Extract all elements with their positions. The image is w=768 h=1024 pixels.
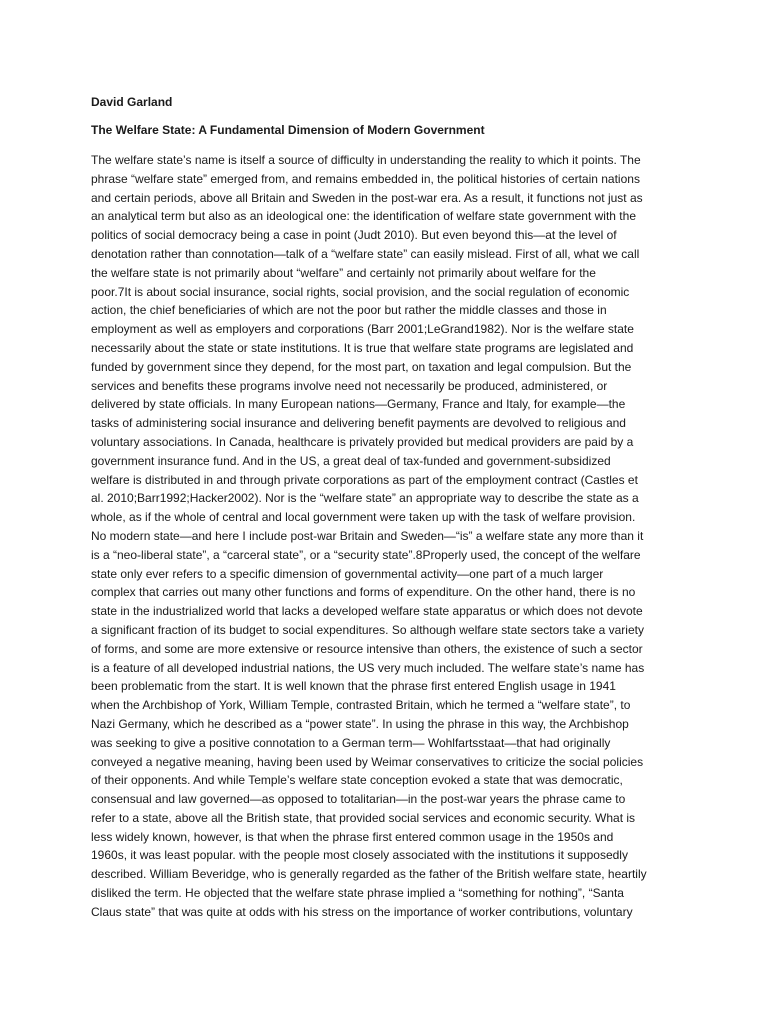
body-line: disliked the term. He objected that the welfare state phrase implied a “something for nothing”, “Santa bbox=[91, 886, 624, 901]
body-paragraph bbox=[91, 151, 691, 922]
body-line: complex that carries out many other functions and forms of expenditure. On the other hand, there is no bbox=[91, 585, 636, 600]
body-line: whole, as if the whole of central and local government were taken up with the task of welfare provision. bbox=[91, 510, 636, 525]
body-line: a significant fraction of its budget to social expenditures. So although welfare state sectors take a variety bbox=[91, 622, 644, 637]
body-line: action, the chief beneficiaries of which are not the poor but rather the middle classes and those in bbox=[91, 303, 607, 318]
body-line: of forms, and some are more extensive or resource intensive than others, the existence of such a sector bbox=[91, 641, 643, 656]
body-line: been problematic from the start. It is well known that the phrase first entered English usage in 1941 bbox=[91, 679, 616, 694]
body-line: is a feature of all developed industrial nations, the US very much included. The welfare state’s name has bbox=[91, 660, 645, 675]
body-line: tasks of administering social insurance and delivering benefit payments are devolved to religious and bbox=[91, 416, 626, 431]
body-line: refer to a state, above all the British state, that provided social services and economic security. What is bbox=[91, 810, 636, 825]
body-line: No modern state—and here I include post-war Britain and Sweden—“is” a welfare state any more than it bbox=[91, 528, 644, 543]
body-line: welfare is distributed in and through private corporations as part of the employment contract (Castles et bbox=[91, 472, 638, 487]
body-line: Claus state” that was quite at odds with his stress on the importance of worker contributions, voluntary bbox=[91, 904, 633, 919]
body-line: was seeking to give a positive connotation to a German term— Wohlfartsstaat—that had originally bbox=[91, 735, 611, 750]
body-line: delivered by state officials. In many European nations—Germany, France and Italy, for example—the bbox=[91, 397, 626, 412]
body-line: politics of social democracy being a case in point (Judt 2010). But even beyond this—at the level of bbox=[91, 228, 617, 243]
body-line: less widely known, however, is that when the phrase first entered common usage in the 1950s and bbox=[91, 829, 614, 844]
body-line: 1960s, it was least popular. with the people most closely associated with the institutions it supposedly bbox=[91, 848, 628, 863]
document-title: The Welfare State: A Fundamental Dimension of Modern Government bbox=[91, 123, 485, 137]
body-line: conveyed a negative meaning, having been used by Weimar conservatives to criticize the social policies bbox=[91, 754, 644, 769]
body-line: the welfare state is not primarily about “welfare” and certainly not primarily about welfare for the bbox=[91, 265, 596, 280]
body-line: The welfare state’s name is itself a source of difficulty in understanding the reality to which it points. The bbox=[91, 153, 641, 167]
body-line: an analytical term but also as an ideological one: the identification of welfare state government with the bbox=[91, 209, 636, 224]
body-line: and certain periods, above all Britain and Sweden in the post-war era. As a result, it functions not just as bbox=[91, 190, 643, 205]
body-line: when the Archbishop of York, William Temple, contrasted Britain, which he termed a “welfare state”, to bbox=[91, 698, 631, 713]
body-line: state only ever refers to a specific dimension of governmental activity—one part of a much larger bbox=[91, 566, 604, 581]
body-line: poor.7It is about social insurance, social rights, social provision, and the social regulation of economic bbox=[91, 284, 630, 299]
body-line: al. 2010;Barr1992;Hacker2002). Nor is the “welfare state” an appropriate way to describe the state as a bbox=[91, 491, 639, 506]
body-line: is a “neo-liberal state”, a “carceral state”, or a “security state”.8Properly used, the concept of the welfare bbox=[91, 547, 641, 562]
body-line: employment as well as employers and corporations (Barr 2001;LeGrand1982). Nor is the welfare state bbox=[91, 322, 634, 337]
body-line: described. William Beveridge, who is generally regarded as the father of the British welfare state, heartily bbox=[91, 867, 647, 882]
body-line: Nazi Germany, which he described as a “power state”. In using the phrase in this way, the Archbishop bbox=[91, 716, 629, 731]
document-page bbox=[91, 95, 691, 922]
body-line: voluntary associations. In Canada, healthcare is privately provided but medical providers are paid by a bbox=[91, 434, 634, 449]
body-line: denotation rather than connotation—talk of a “welfare state” can easily mislead. First of all, what we call bbox=[91, 246, 640, 261]
body-line: necessarily about the state or state institutions. It is true that welfare state programs are legislated and bbox=[91, 340, 634, 355]
body-line: state in the industrialized world that lacks a developed welfare state apparatus or which does not devote bbox=[91, 604, 643, 619]
body-line: of their opponents. And while Temple’s welfare state conception evoked a state that was democratic, bbox=[91, 773, 623, 788]
body-line: funded by government since they depend, for the most part, on taxation and legal compulsion. But the bbox=[91, 359, 632, 374]
body-line: government insurance fund. And in the US, a great deal of tax-funded and government-subsidized bbox=[91, 453, 611, 468]
body-line: services and benefits these programs involve need not necessarily be produced, administered, or bbox=[91, 378, 608, 393]
body-line: consensual and law governed—as opposed to totalitarian—in the post-war years the phrase came to bbox=[91, 792, 626, 807]
author-name: David Garland bbox=[91, 95, 173, 109]
body-line: phrase “welfare state” emerged from, and remains embedded in, the political histories of certain nations bbox=[91, 171, 640, 186]
